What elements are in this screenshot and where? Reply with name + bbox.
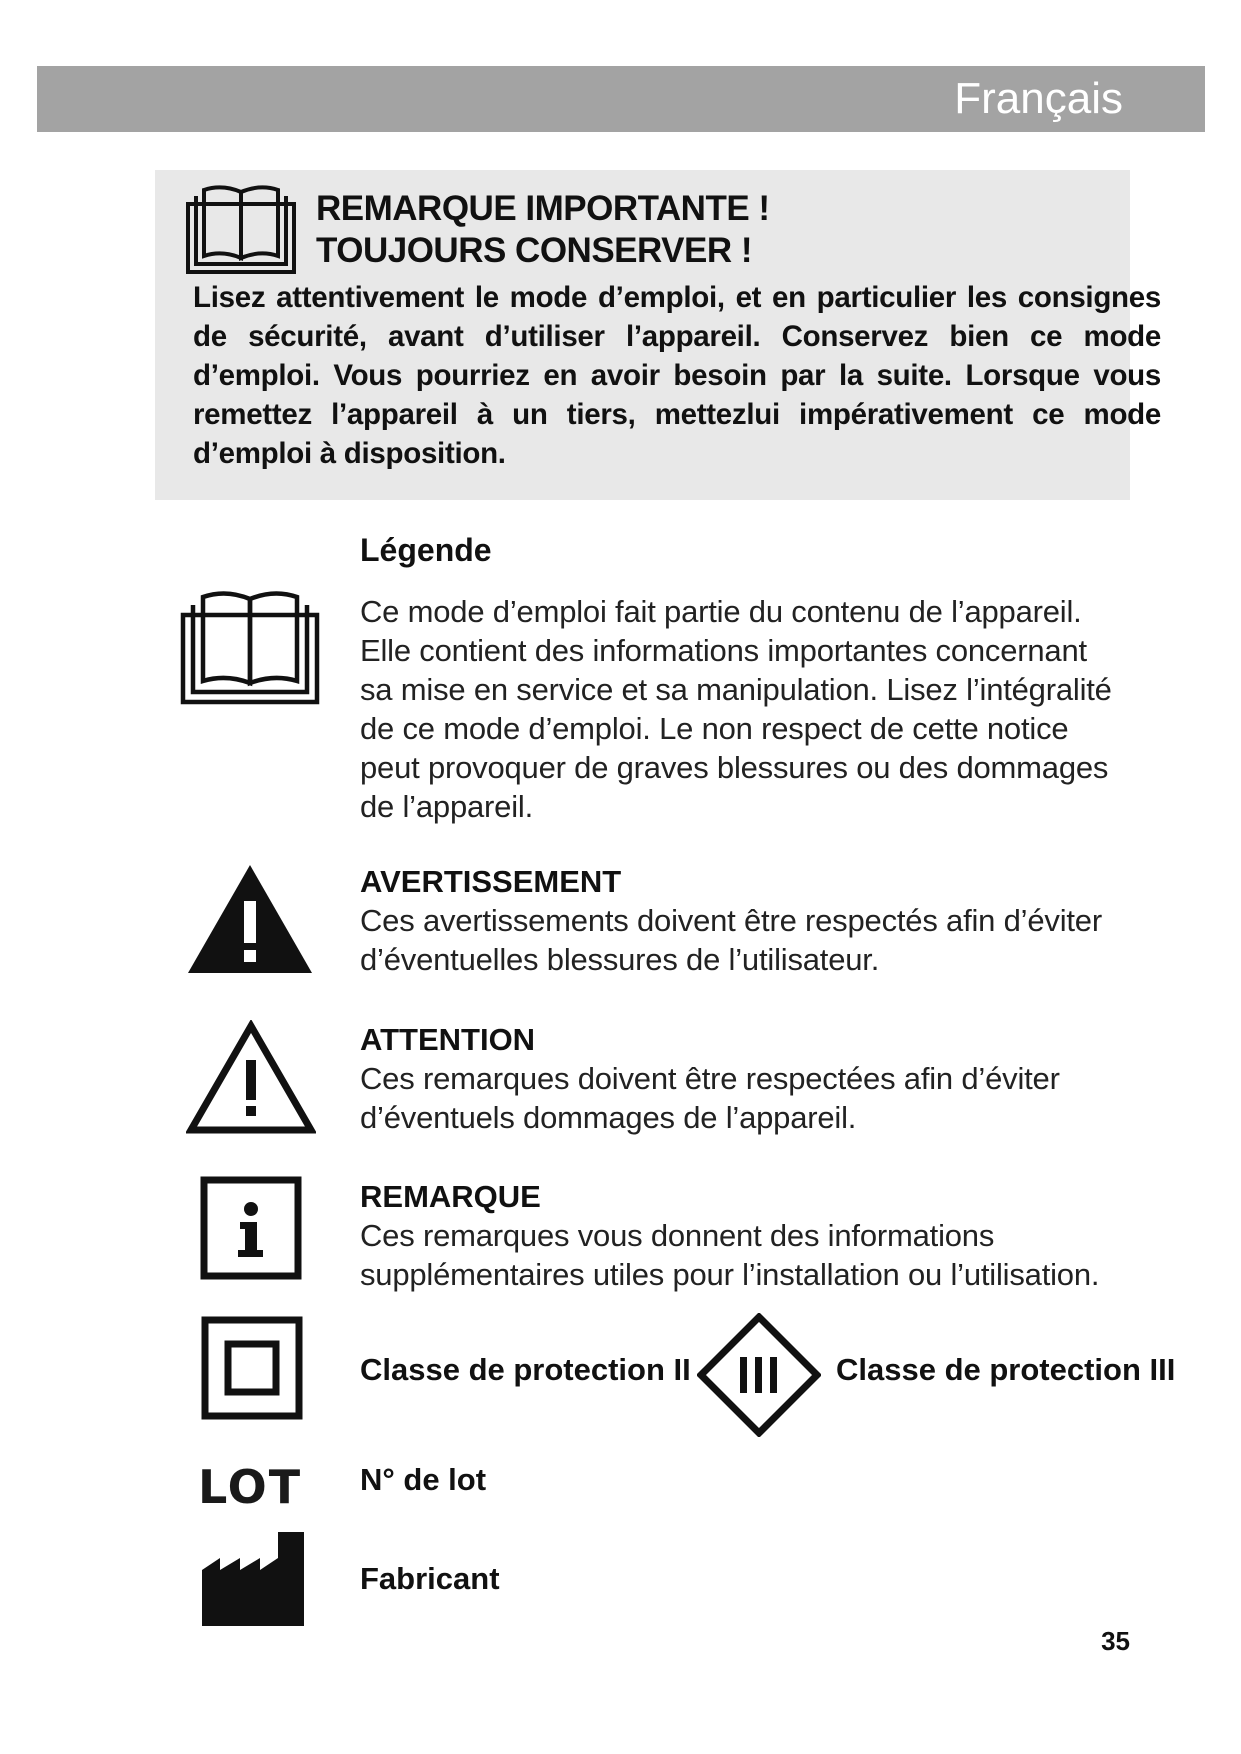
note-text-line: supplémentaires utiles pour l’installation ou l’utilisation. — [360, 1257, 1100, 1292]
caution-title: ATTENTION — [360, 1022, 536, 1057]
language-title: Français — [954, 74, 1123, 123]
caution-text-line: d’éventuels dommages de l’appareil. — [360, 1100, 857, 1135]
warning-text-line: d’éventuelles blessures de l’utilisateur. — [360, 942, 880, 977]
note-title: REMARQUE — [360, 1179, 541, 1214]
notice-heading-line2: TOUJOURS CONSERVER ! — [316, 231, 753, 270]
manual-book-icon — [185, 184, 297, 276]
manual-text-line: peut provoquer de graves blessures ou des dommages — [360, 750, 1109, 785]
note-text-line: Ces remarques vous donnent des informations — [360, 1218, 995, 1253]
manufacturer-factory-icon — [202, 1532, 304, 1626]
notice-heading — [316, 188, 770, 272]
notice-body: Lisez attentivement le mode d’emploi, et en particulier les consignes de sécurité, avant d’utiliser l’appareil. Conservez bien ce mode d’emploi. Vous pourriez en avoir besoin par la suite. Lorsque vous remettez l’appareil à un tiers, mettezlui impérativement ce mode d’emploi à disposition. — [193, 281, 1161, 470]
note-entry — [360, 1178, 1099, 1294]
language-header-bar — [37, 66, 1205, 132]
protection-class-3-icon — [697, 1313, 821, 1437]
manual-text-line: de ce mode d’emploi. Le non respect de cette notice — [360, 711, 1069, 746]
manual-text-line: Elle contient des informations importantes concernant — [360, 633, 1087, 668]
manual-entry — [360, 592, 1112, 826]
caution-entry — [360, 1021, 1060, 1137]
caution-text-line: Ces remarques doivent être respectées afin d’éviter — [360, 1061, 1060, 1096]
warning-filled-triangle-icon — [186, 863, 314, 975]
info-square-icon — [200, 1176, 302, 1280]
warning-entry — [360, 863, 1102, 979]
lot-label: N° de lot — [360, 1462, 487, 1497]
important-notice-box — [155, 170, 1161, 500]
manual-text-line: Ce mode d’emploi fait partie du contenu de l’appareil. — [360, 594, 1082, 629]
protection-class-3-label: Classe de protection III — [836, 1352, 1176, 1387]
caution-outline-triangle-icon — [186, 1020, 316, 1134]
legend-title: Légende — [360, 532, 492, 568]
warning-text-line: Ces avertissements doivent être respectés afin d’éviter — [360, 903, 1102, 938]
manual-text-line: de l’appareil. — [360, 789, 533, 824]
manual-text-line: sa mise en service et sa manipulation. Lisez l’intégralité — [360, 672, 1112, 707]
notice-heading-line1: REMARQUE IMPORTANTE ! — [316, 189, 770, 228]
manufacturer-label: Fabricant — [360, 1561, 500, 1596]
warning-title: AVERTISSEMENT — [360, 864, 622, 899]
lot-icon: LOT — [198, 1460, 303, 1514]
protection-class-2-label: Classe de protection II — [360, 1352, 691, 1387]
page-number: 35 — [1101, 1626, 1130, 1656]
protection-class-2-icon — [201, 1316, 303, 1420]
read-manual-icon — [180, 590, 320, 706]
